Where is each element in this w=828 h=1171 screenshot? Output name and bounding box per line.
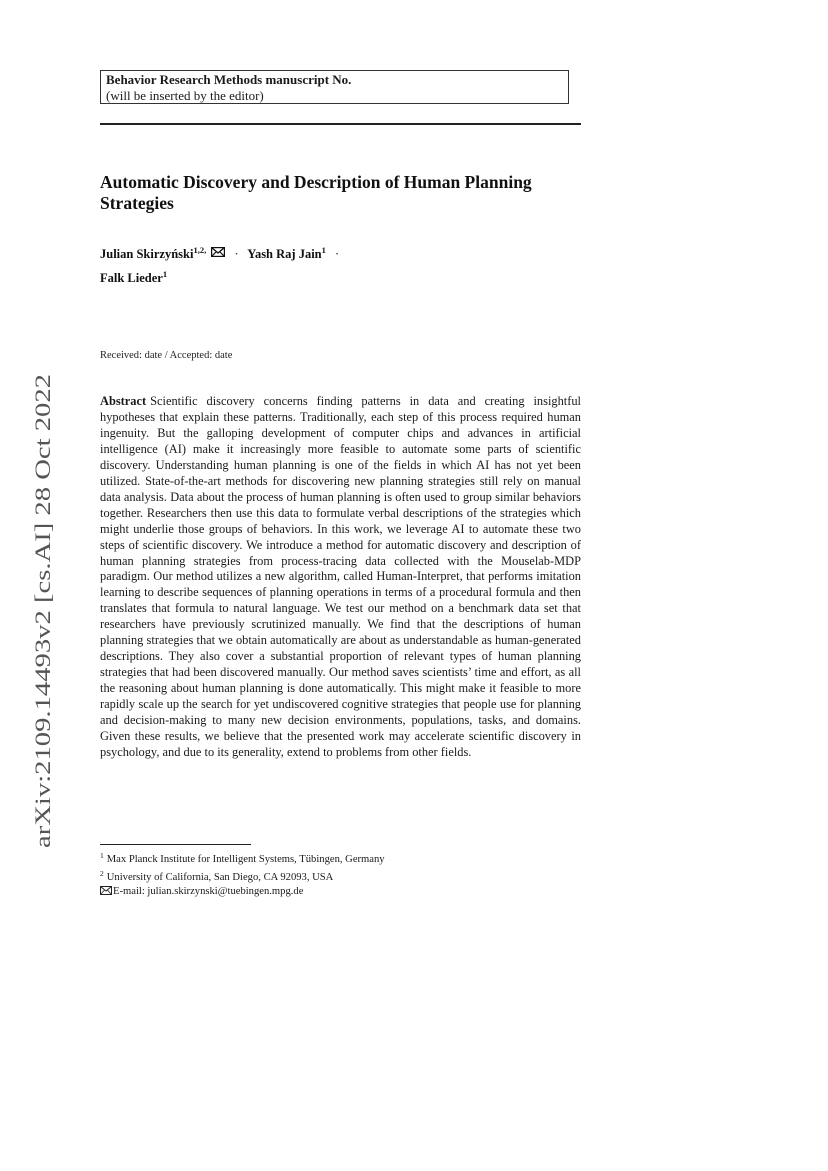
footnote-email	[100, 885, 581, 900]
envelope-icon	[100, 886, 112, 900]
footnotes	[100, 849, 581, 900]
arxiv-stamp-text: arXiv:2109.14493v2 [cs.AI] 28 Oct 2022	[30, 475, 55, 848]
footnote-rule	[100, 844, 251, 845]
footnote-mark: 1	[100, 851, 104, 860]
author-name: Julian Skirzyński	[100, 247, 194, 261]
author-list	[100, 240, 581, 288]
footnote-text: Max Planck Institute for Intelligent Systems, Tübingen, Germany	[106, 854, 385, 865]
abstract-text: Scientific discovery concerns finding patterns in data and creating insightful hypotheses that explain these patterns. Traditionally, each step of this process required human ingenuity. But the galloping development of computer chips and advances in artificial intelligence (AI) make it increasingly more feasible to automate some parts of scientific discovery. Understanding human planning is one of the fields in which AI has not yet been utilized. State-of-the-art methods for discovering new planning strategies still rely on manual data analysis. Data about the process of human planning is often used to group similar behaviors together. Researchers then use this data to formulate verbal descriptions of the strategies which might underlie those groups of behaviors. In this work, we leverage AI to automate these two steps of scientific discovery. We introduce a method for automatic discovery and description of human planning strategies from process-tracing data collected with the Mouselab-MDP paradigm. Our method utilizes a new algorithm, called Human-Interpret, that performs imitation learning to describe sequences of planning operations in terms of a procedural formula and then translates that formula to natural language. We test our method on a benchmark data set that researchers have previously scrutinized manually. We find that the descriptions of human planning strategies that we obtain automatically are about as understandable as human-generated descriptions. They also cover a substantial proportion of relevant types of human planning strategies that had been discovered manually. Our method saves scientists’ time and effort, as all the reasoning about human planning is done automatically. This might make it feasible to more rapidly scale up the search for yet undiscovered cognitive strategies that people use for planning and decision-making to many new decision environments, populations, tasks, and domains. Given these results, we believe that the presented work may accelerate scientific discovery in psychology, and due to its generality, extend to problems from other fields.	[100, 394, 581, 759]
received-accepted-line: Received: date / Accepted: date	[100, 350, 233, 361]
arxiv-side-stamp	[20, 372, 60, 852]
abstract	[100, 394, 581, 761]
journal-name: Behavior Research Methods manuscript No.	[106, 72, 352, 87]
author-affiliation-mark: 1	[321, 245, 326, 255]
footnote-affiliation-1	[100, 849, 581, 867]
author-affiliation-mark: 1,2,	[193, 245, 207, 255]
footnote-affiliation-2	[100, 867, 581, 885]
author-separator: ·	[234, 247, 239, 261]
paper-title: Automatic Discovery and Description of Human Planning Strategies	[100, 172, 532, 213]
abstract-label: Abstract	[100, 394, 147, 408]
footnote-mark: 2	[100, 869, 104, 878]
envelope-icon	[211, 243, 225, 263]
header-rule	[100, 123, 581, 125]
author-affiliation-mark: 1	[162, 269, 168, 279]
author-name: Yash Raj Jain	[247, 247, 322, 261]
editor-note: (will be inserted by the editor)	[106, 88, 264, 103]
author-separator: ·	[335, 247, 340, 261]
journal-header-box	[100, 70, 569, 104]
footnote-text: University of California, San Diego, CA 92093, USA	[106, 872, 334, 883]
email-address[interactable]: E-mail: julian.skirzynski@tuebingen.mpg.de	[113, 886, 304, 897]
author-name: Falk Lieder	[100, 271, 163, 285]
